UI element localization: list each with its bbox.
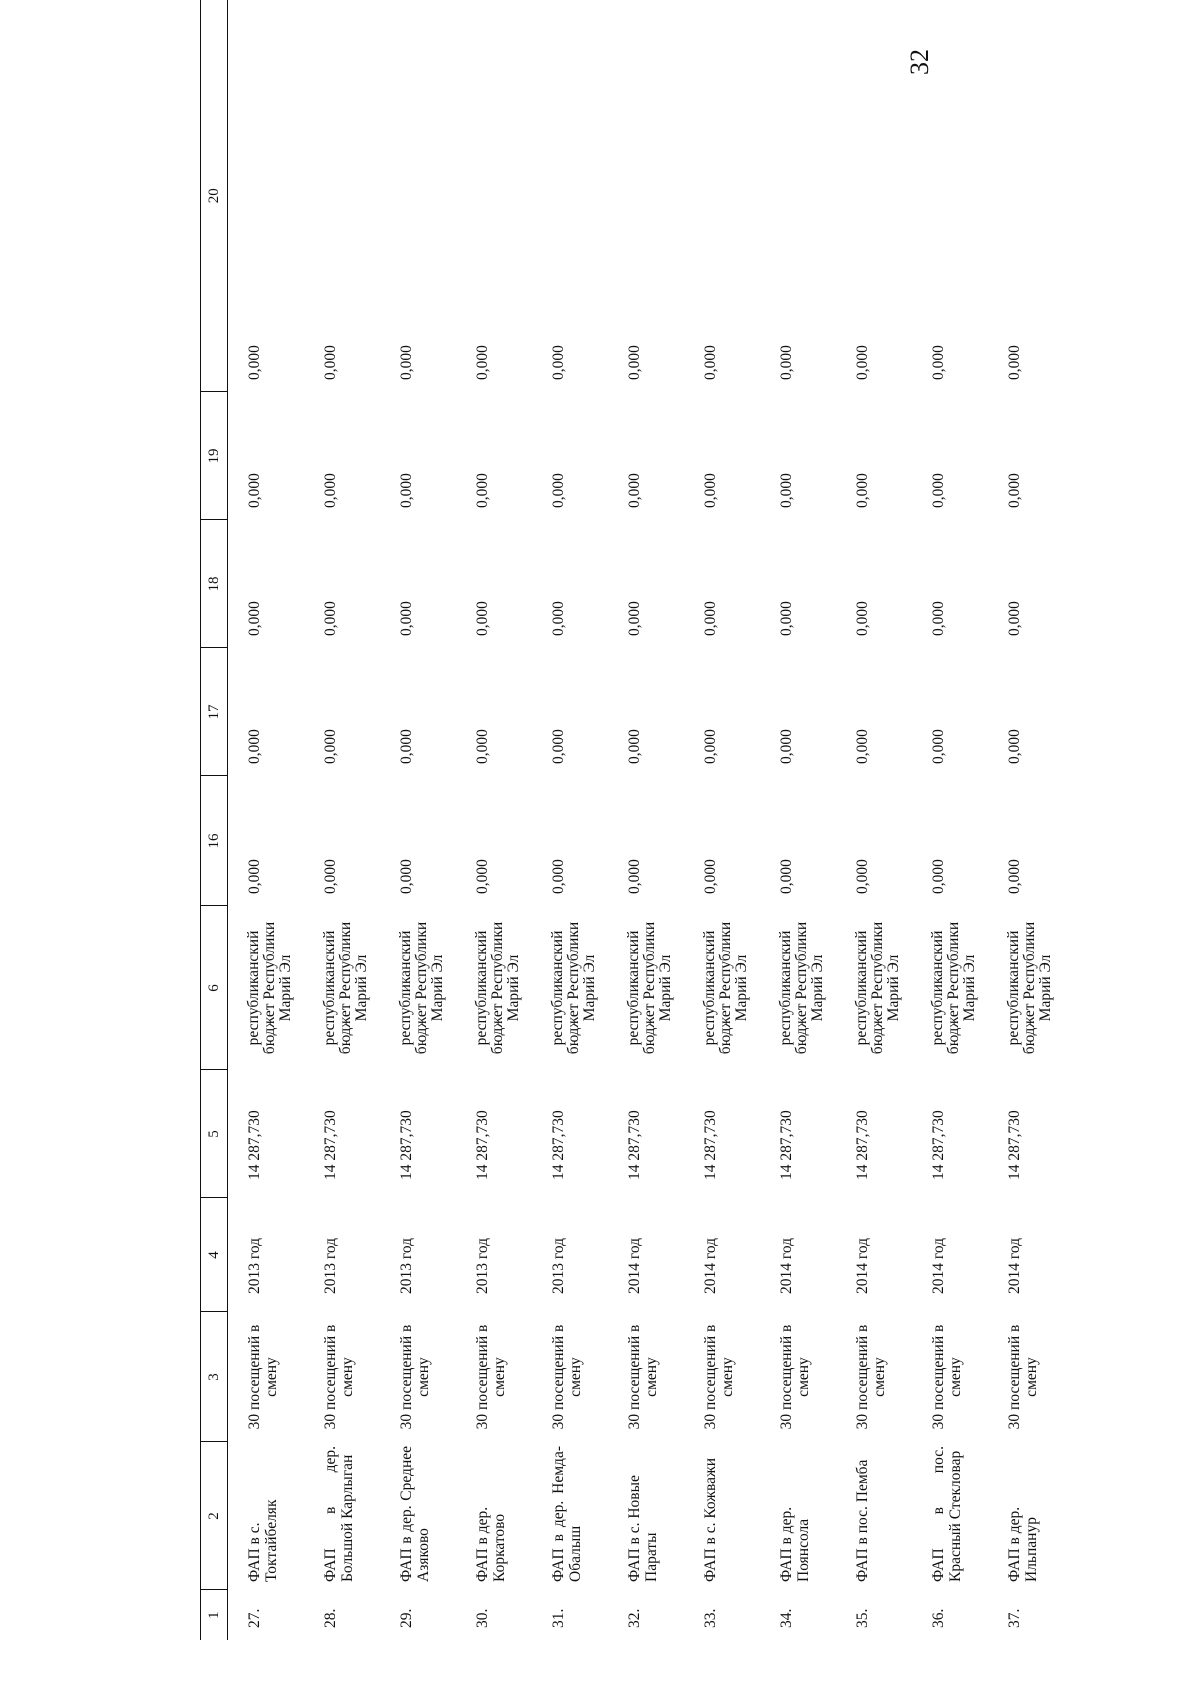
value-col-17: 0,000: [778, 729, 795, 764]
header-cell: 20: [201, 0, 228, 392]
funding-source: республиканский бюджет Республики Марий Эл: [245, 921, 294, 1055]
estimated-cost: 14 287,730: [246, 1110, 263, 1180]
table-row: [532, 0, 608, 1640]
funding-source: республиканский бюджет Республики Марий Эл: [549, 921, 598, 1055]
value-col-19: 0,000: [322, 473, 339, 508]
capacity: 30 посещений в смену: [398, 1324, 432, 1430]
estimated-cost: 14 287,730: [778, 1110, 795, 1180]
row-number: 33.: [702, 1608, 719, 1628]
value-col-20: 0,000: [854, 345, 871, 380]
estimated-cost: 14 287,730: [854, 1110, 871, 1180]
value-col-17: 0,000: [1006, 729, 1023, 764]
table-row: [456, 0, 532, 1640]
value-col-19: 0,000: [398, 473, 415, 508]
value-col-17: 0,000: [474, 729, 491, 764]
value-col-16: 0,000: [474, 859, 491, 894]
estimated-cost: 14 287,730: [1006, 1110, 1023, 1180]
funding-source: республиканский бюджет Республики Марий Эл: [701, 921, 750, 1055]
header-cell: 19: [201, 392, 228, 520]
capacity: 30 посещений в смену: [1006, 1324, 1040, 1430]
facility-name: ФАП в дер. Среднее Азяково: [398, 1446, 432, 1582]
value-col-17: 0,000: [398, 729, 415, 764]
value-col-16: 0,000: [550, 859, 567, 894]
table-row: [836, 0, 912, 1640]
row-number: 31.: [550, 1608, 567, 1628]
value-col-18: 0,000: [778, 601, 795, 636]
value-col-20: 0,000: [398, 345, 415, 380]
value-col-20: 0,000: [322, 345, 339, 380]
commission-year: 2013 год: [322, 1237, 339, 1294]
estimated-cost: 14 287,730: [930, 1110, 947, 1180]
estimated-cost: 14 287,730: [474, 1110, 491, 1180]
table-body: [228, 0, 1065, 1640]
value-col-20: 0,000: [702, 345, 719, 380]
value-col-18: 0,000: [322, 601, 339, 636]
rotated-table-container: [200, 0, 1130, 1640]
row-number: 32.: [626, 1608, 643, 1628]
value-col-16: 0,000: [854, 859, 871, 894]
row-number: 27.: [246, 1608, 263, 1628]
table-row: [988, 0, 1064, 1640]
value-col-17: 0,000: [246, 729, 263, 764]
value-col-17: 0,000: [930, 729, 947, 764]
table-row: [608, 0, 684, 1640]
capacity: 30 посещений в смену: [854, 1324, 888, 1430]
facility-name: ФАП в дер. Большой Карлыган: [322, 1446, 356, 1582]
estimated-cost: 14 287,730: [398, 1110, 415, 1180]
value-col-16: 0,000: [778, 859, 795, 894]
commission-year: 2013 год: [474, 1237, 491, 1294]
row-number: 30.: [474, 1608, 491, 1628]
value-col-18: 0,000: [930, 601, 947, 636]
row-number: 37.: [1006, 1608, 1023, 1628]
capacity: 30 посещений в смену: [930, 1324, 964, 1430]
facility-name: ФАП в дер. Коркатово: [474, 1506, 508, 1582]
value-col-19: 0,000: [854, 473, 871, 508]
capacity: 30 посещений в смену: [550, 1324, 584, 1430]
value-col-20: 0,000: [1006, 345, 1023, 380]
row-number: 34.: [778, 1608, 795, 1628]
value-col-16: 0,000: [1006, 859, 1023, 894]
commission-year: 2013 год: [550, 1237, 567, 1294]
header-cell: 6: [201, 906, 228, 1070]
header-cell: 4: [201, 1198, 228, 1312]
commission-year: 2014 год: [778, 1237, 795, 1294]
value-col-17: 0,000: [702, 729, 719, 764]
funding-source: республиканский бюджет Республики Марий Эл: [321, 921, 370, 1055]
commission-year: 2013 год: [398, 1237, 415, 1294]
value-col-19: 0,000: [1006, 473, 1023, 508]
facility-name: ФАП в пос. Красный Стекловар: [930, 1446, 964, 1582]
table-row: [912, 0, 988, 1640]
capacity: 30 посещений в смену: [246, 1324, 280, 1430]
funding-source: республиканский бюджет Республики Марий Эл: [397, 921, 446, 1055]
facility-name: ФАП в с. Новые Параты: [626, 1475, 660, 1582]
funding-source: республиканский бюджет Республики Марий Эл: [853, 921, 902, 1055]
facility-name: ФАП в дер. Немда-Обалыш: [550, 1446, 584, 1582]
header-cell: 3: [201, 1312, 228, 1442]
value-col-20: 0,000: [246, 345, 263, 380]
value-col-16: 0,000: [398, 859, 415, 894]
commission-year: 2014 год: [930, 1237, 947, 1294]
row-number: 35.: [854, 1608, 871, 1628]
value-col-19: 0,000: [626, 473, 643, 508]
commission-year: 2013 год: [246, 1237, 263, 1294]
value-col-18: 0,000: [550, 601, 567, 636]
value-col-20: 0,000: [930, 345, 947, 380]
value-col-20: 0,000: [474, 345, 491, 380]
row-number: 28.: [322, 1608, 339, 1628]
value-col-19: 0,000: [550, 473, 567, 508]
value-col-17: 0,000: [854, 729, 871, 764]
facility-name: ФАП в пос. Пемба: [854, 1459, 871, 1582]
commission-year: 2014 год: [854, 1237, 871, 1294]
value-col-18: 0,000: [702, 601, 719, 636]
facility-name: ФАП в дер. Поянсола: [778, 1506, 812, 1582]
facility-name: ФАП в с. Кожважи: [702, 1458, 719, 1582]
value-col-17: 0,000: [322, 729, 339, 764]
value-col-17: 0,000: [550, 729, 567, 764]
value-col-20: 0,000: [626, 345, 643, 380]
funding-source: республиканский бюджет Республики Марий Эл: [625, 921, 674, 1055]
capacity: 30 посещений в смену: [474, 1324, 508, 1430]
funding-source: республиканский бюджет Республики Марий Эл: [1005, 921, 1054, 1055]
table-row: [684, 0, 760, 1640]
value-col-18: 0,000: [626, 601, 643, 636]
estimated-cost: 14 287,730: [702, 1110, 719, 1180]
investment-table: [200, 0, 1064, 1640]
estimated-cost: 14 287,730: [550, 1110, 567, 1180]
capacity: 30 посещений в смену: [322, 1324, 356, 1430]
value-col-19: 0,000: [702, 473, 719, 508]
table-row: [380, 0, 456, 1640]
header-cell: 5: [201, 1070, 228, 1198]
row-number: 36.: [930, 1608, 947, 1628]
commission-year: 2014 год: [626, 1237, 643, 1294]
table-row: [228, 0, 305, 1640]
value-col-16: 0,000: [930, 859, 947, 894]
header-cell: 18: [201, 520, 228, 648]
capacity: 30 посещений в смену: [626, 1324, 660, 1430]
commission-year: 2014 год: [702, 1237, 719, 1294]
header-cell: 1: [201, 1590, 228, 1640]
facility-name: ФАП в с. Токтайбеляк: [246, 1499, 280, 1582]
value-col-17: 0,000: [626, 729, 643, 764]
value-col-16: 0,000: [246, 859, 263, 894]
header-cell: 2: [201, 1442, 228, 1590]
funding-source: республиканский бюджет Республики Марий Эл: [929, 921, 978, 1055]
value-col-16: 0,000: [322, 859, 339, 894]
estimated-cost: 14 287,730: [322, 1110, 339, 1180]
value-col-18: 0,000: [854, 601, 871, 636]
value-col-19: 0,000: [778, 473, 795, 508]
value-col-18: 0,000: [474, 601, 491, 636]
header-cell: 16: [201, 776, 228, 906]
page-number: 32: [905, 49, 934, 75]
value-col-20: 0,000: [778, 345, 795, 380]
value-col-19: 0,000: [474, 473, 491, 508]
value-col-18: 0,000: [246, 601, 263, 636]
value-col-16: 0,000: [626, 859, 643, 894]
value-col-16: 0,000: [702, 859, 719, 894]
commission-year: 2014 год: [1006, 1237, 1023, 1294]
capacity: 30 посещений в смену: [702, 1324, 736, 1430]
funding-source: республиканский бюджет Республики Марий Эл: [473, 921, 522, 1055]
facility-name: ФАП в дер. Ильпанур: [1006, 1506, 1040, 1582]
estimated-cost: 14 287,730: [626, 1110, 643, 1180]
value-col-18: 0,000: [398, 601, 415, 636]
header-row: [201, 0, 228, 1640]
value-col-20: 0,000: [550, 345, 567, 380]
table-row: [760, 0, 836, 1640]
funding-source: республиканский бюджет Республики Марий Эл: [777, 921, 826, 1055]
header-cell: 17: [201, 648, 228, 776]
value-col-19: 0,000: [930, 473, 947, 508]
value-col-19: 0,000: [246, 473, 263, 508]
value-col-18: 0,000: [1006, 601, 1023, 636]
table-row: [304, 0, 380, 1640]
capacity: 30 посещений в смену: [778, 1324, 812, 1430]
row-number: 29.: [398, 1608, 415, 1628]
